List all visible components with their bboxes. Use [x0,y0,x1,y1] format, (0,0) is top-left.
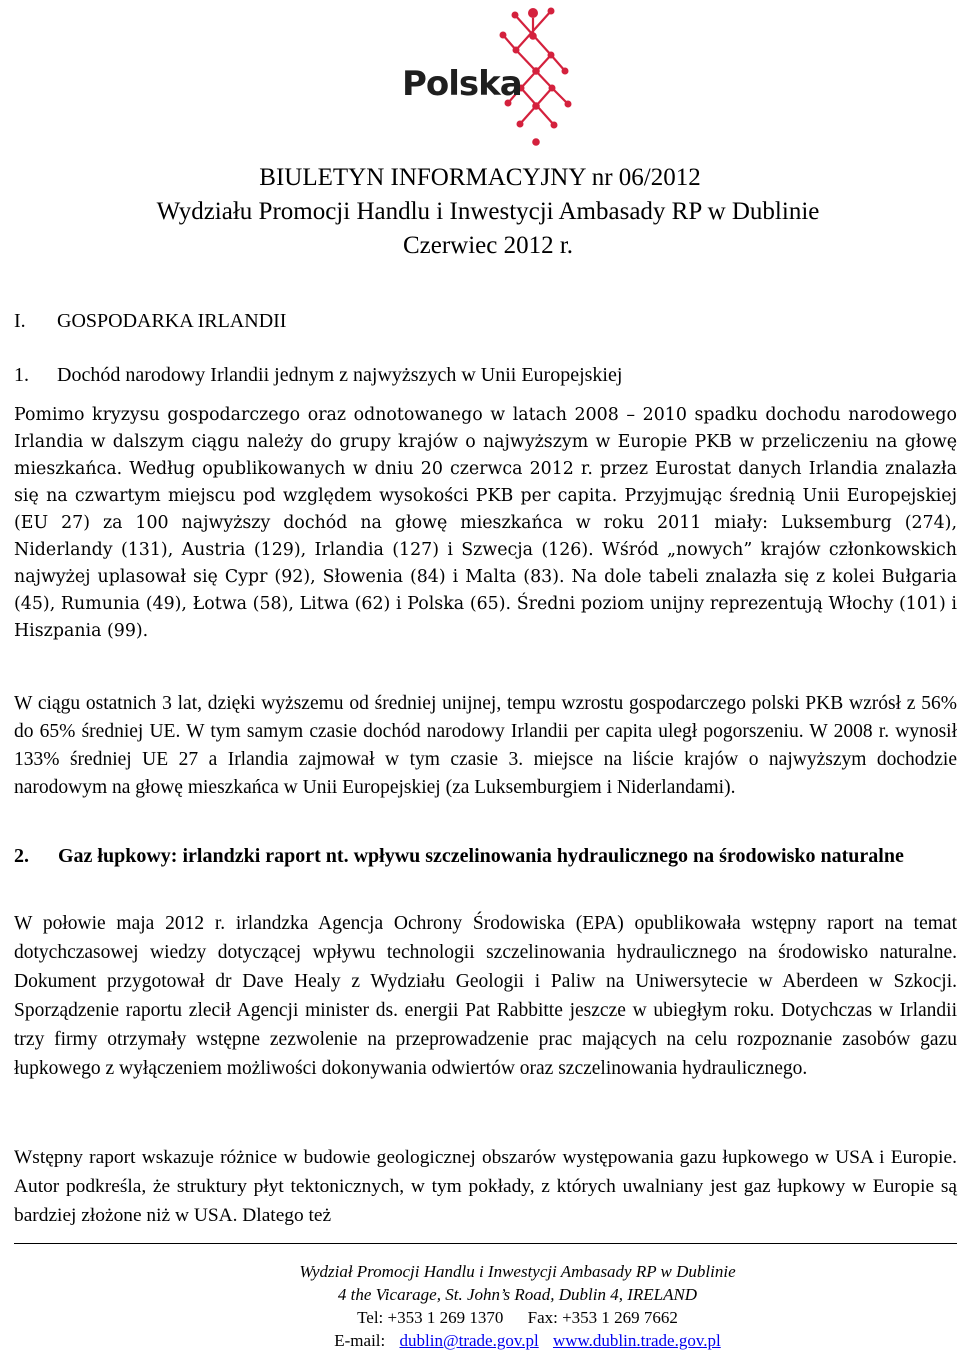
section-heading [14,310,286,333]
paragraph: W ciągu ostatnich 3 lat, dzięki wyższemu od średniej unijnej, tempu wzrostu gospodarczego polski PKB wzrósł z 56% do 65% średniej UE. W tym samym czasie dochód narodowy Irlandii per capita uległ pogorszeniu. W 2008 r. wynosił 133% średniej UE 27 a Irlandia zajmował w tym czasie 3. miejsce na liście krajów o najwyższym dochodzie narodowym na głowę mieszkańca w Unii Europejskiej (za Luksemburgiem i Niderlandami). [14,693,957,798]
subsection-title: Gaz łupkowy: irlandzki raport nt. wpływu szczelinowania hydraulicznego na środowisko naturalne [58,845,904,867]
section-number: I. [14,310,26,332]
bulletin-date: Czerwiec 2012 r. [402,232,574,259]
email-label: E-mail: [334,1331,386,1350]
footer-phone-fax [0,1306,960,1329]
paragraph: Wstępny raport wskazuje różnice w budowie geologicznej obszarów występowania gazu łupkowego w USA i Europie. Autor podkreśla, że struktury płyt tektonicznych, w tym pokłady, z których uwalniany jest gaz łupkowy w Europie są bardziej złożone niż w USA. Dlatego też [14,1147,957,1226]
subsection-number: 1. [14,364,29,386]
section-title: GOSPODARKA IRLANDII [57,310,287,332]
website-link[interactable]: www.dublin.trade.gov.pl [552,1331,721,1350]
footer-organization: Wydział Promocji Handlu i Inwestycji Ambasady RP w Dublinie [299,1262,736,1281]
polska-logo [400,0,600,150]
subsection-number: 2. [14,845,29,867]
paragraph: Pomimo kryzysu gospodarczego oraz odnotowanego w latach 2008 – 2010 spadku dochodu narodowego Irlandia w dalszym ciągu należy do grupy krajów o najwyższym w Europie PKB w przeliczeniu na głowę mieszkańca. Według opublikowanych w dniu 20 czerwca 2012 r. przez Eurostat danych Irlandia znalazła się na czwartym miejscu pod względem wysokości PKB per capita. Przyjmując średnią Unii Europejskiej (EU 27) za 100 najwyższy dochód na głowę mieszkańca w roku 2011 miały: Luksemburg (274), Niderlandy (131), Austria (129), Irlandia (127) i Szwecja (126). Wśród „nowych” krajów członkowskich najwyżej uplasował się Cypr (92), Słowenia (84) i Malta (83). Na dole tabeli znalazła się z kolei Bułgaria (45), Rumunia (49), Łotwa (58), Litwa (62) i Polska (65). Średni poziom unijny reprezentują Włochy (101) i Hiszpania (99). [14,405,957,641]
footer-links [0,1329,960,1352]
paragraph: W połowie maja 2012 r. irlandzka Agencja Ochrony Środowiska (EPA) opublikowała wstępny raport na temat dotychczasowej wiedzy dotyczącej wpływu technologii szczelinowania hydraulicznego na środowisko naturalne. Dokument przygotował dr Dave Healy z Wydziału Geologii i Paliw na Uniwersytecie w Aberdeen w Szkocji. Sporządzenie raportu zlecił Agencji minister ds. energii Pat Rabbitte jeszcze w ubiegłym roku. Dotychczas w Irlandii trzy firmy otrzymały wstępne zezwolenie na przeprowadzenie prac mających na celu rozpoznanie zasobów gazu łupkowego z wyłączeniem możliwości dokonywania odwiertów oraz szczelinowania hydraulicznego. [14,913,957,1079]
subsection-heading [14,842,957,870]
subsection-heading [14,364,954,387]
bulletin-title: BIULETYN INFORMACYJNY nr 06/2012 [259,164,701,191]
subsection-title: Dochód narodowy Irlandii jednym z najwyższych w Unii Europejskiej [57,364,623,386]
footer-divider [14,1243,957,1244]
footer-fax: Fax: +353 1 269 7662 [527,1308,678,1327]
bulletin-subtitle: Wydziału Promocji Handlu i Inwestycji Ambasady RP w Dublinie [156,198,820,225]
footer-tel: Tel: +353 1 269 1370 [357,1308,504,1327]
logo-wordmark: Polska [402,64,522,104]
email-link[interactable]: dublin@trade.gov.pl [399,1331,539,1350]
footer-address: 4 the Vicarage, St. John’s Road, Dublin 4, IRELAND [337,1285,698,1304]
page-footer [0,1260,960,1352]
